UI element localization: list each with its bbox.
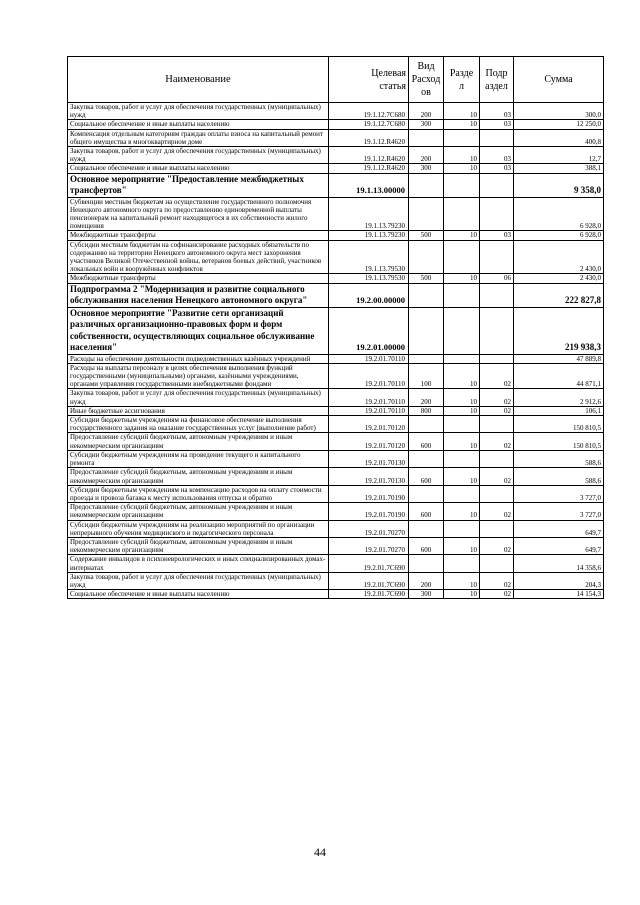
cell-subsection: 03	[480, 103, 514, 120]
table-row	[68, 590, 604, 599]
table-row	[68, 164, 604, 173]
cell-type: 500	[409, 231, 444, 240]
cell-type	[409, 197, 444, 231]
cell-type	[409, 240, 444, 274]
cell-type: 600	[409, 468, 444, 485]
cell-name: Предоставление субсидий бюджетным, автономным учреждениям и иным некоммерческим организациям	[68, 433, 329, 450]
cell-target: 19.2.01.7С690	[329, 590, 409, 599]
cell-name: Основное мероприятие "Развитие сети организаций различных организационно-правовых форм и форм собственности, осуществляющих социальное обслуживание населения"	[68, 307, 329, 354]
cell-target: 19.2.01.70110	[329, 354, 409, 363]
cell-sum: 3 727,0	[514, 503, 604, 520]
cell-subsection	[480, 173, 514, 197]
cell-target: 19.2.01.7С690	[329, 572, 409, 589]
cell-target: 19.2.01.70190	[329, 485, 409, 502]
cell-sum: 9 358,0	[514, 173, 604, 197]
cell-name: Содержание инвалидов в психоневрологических и иных специализированных домах-интернатах	[68, 555, 329, 572]
cell-section	[444, 555, 480, 572]
cell-subsection: 02	[480, 468, 514, 485]
cell-sum: 222 827,8	[514, 283, 604, 307]
cell-type: 300	[409, 590, 444, 599]
table-row	[68, 103, 604, 120]
cell-sum: 588,6	[514, 450, 604, 467]
cell-name: Субсидии бюджетным учреждениям на проведение текущего и капитального ремонта	[68, 450, 329, 467]
cell-section: 10	[444, 537, 480, 554]
cell-target: 19.1.13.79530	[329, 240, 409, 274]
cell-section: 10	[444, 274, 480, 283]
cell-target: 19.1.12.R4620	[329, 164, 409, 173]
cell-name: Предоставление субсидий бюджетным, автономным учреждениям и иным некоммерческим организациям	[68, 503, 329, 520]
table-row	[68, 197, 604, 231]
cell-target: 19.1.12.R4620	[329, 147, 409, 164]
cell-name: Субсидии бюджетным учреждениям на финансовое обеспечение выполнения государственного задания на оказание государственных услуг (выполнение работ)	[68, 416, 329, 433]
cell-subsection: 02	[480, 537, 514, 554]
cell-sum: 150 810,5	[514, 433, 604, 450]
cell-sum: 204,3	[514, 572, 604, 589]
cell-target: 19.2.01.70130	[329, 468, 409, 485]
cell-section: 10	[444, 433, 480, 450]
cell-type: 200	[409, 103, 444, 120]
table-row	[68, 129, 604, 146]
cell-sum: 649,7	[514, 537, 604, 554]
header-row	[68, 57, 604, 103]
cell-target: 19.2.01.70110	[329, 406, 409, 415]
cell-target: 19.2.01.70270	[329, 520, 409, 537]
cell-subsection: 02	[480, 363, 514, 389]
table-row	[68, 354, 604, 363]
cell-name: Закупка товаров, работ и услуг для обеспечения государственных (муниципальных) нужд	[68, 572, 329, 589]
cell-type	[409, 173, 444, 197]
cell-name: Основное мероприятие "Предоставление межбюджетных трансфертов"	[68, 173, 329, 197]
cell-section	[444, 197, 480, 231]
header-name: Наименование	[68, 57, 329, 103]
cell-subsection: 03	[480, 147, 514, 164]
cell-section	[444, 240, 480, 274]
cell-target: 19.2.01.70120	[329, 433, 409, 450]
cell-target: 19.1.12.R4620	[329, 129, 409, 146]
cell-target: 19.1.13.00000	[329, 173, 409, 197]
cell-sum: 2 912,6	[514, 389, 604, 406]
cell-subsection	[480, 555, 514, 572]
cell-section: 10	[444, 363, 480, 389]
cell-sum: 2 430,0	[514, 274, 604, 283]
cell-type: 600	[409, 503, 444, 520]
cell-type: 600	[409, 433, 444, 450]
cell-subsection	[480, 129, 514, 146]
table-row	[68, 240, 604, 274]
cell-sum: 300,0	[514, 103, 604, 120]
cell-subsection	[480, 283, 514, 307]
table-row	[68, 274, 604, 283]
cell-sum: 6 928,0	[514, 231, 604, 240]
cell-subsection: 03	[480, 120, 514, 129]
cell-sum: 588,6	[514, 468, 604, 485]
cell-target: 19.2.01.70110	[329, 389, 409, 406]
cell-subsection: 02	[480, 389, 514, 406]
table-row	[68, 147, 604, 164]
cell-target: 19.2.01.70270	[329, 537, 409, 554]
page-number: 44	[314, 845, 326, 859]
cell-target: 19.1.12.7С680	[329, 120, 409, 129]
cell-section	[444, 129, 480, 146]
cell-sum: 12,7	[514, 147, 604, 164]
cell-type	[409, 450, 444, 467]
cell-sum: 47 889,8	[514, 354, 604, 363]
cell-name: Субвенции местным бюджетам на осуществление государственного полномочия Ненецкого автономного округа по предоставлению единовременной выплаты пенсионерам на капитальный ремонт находящегося в их собственности жилого помещения	[68, 197, 329, 231]
cell-section: 10	[444, 164, 480, 173]
cell-name: Подпрограмма 2 "Модернизация и развитие социального обслуживания населения Ненецкого автономного округа"	[68, 283, 329, 307]
cell-section: 10	[444, 572, 480, 589]
cell-target: 19.2.01.00000	[329, 307, 409, 354]
cell-sum: 14 154,3	[514, 590, 604, 599]
cell-sum: 12 250,0	[514, 120, 604, 129]
cell-sum: 14 358,6	[514, 555, 604, 572]
cell-subsection: 02	[480, 572, 514, 589]
cell-name: Субсидии бюджетным учреждениям на реализацию мероприятий по организации непрерывного обучения медицинского и педагогического персонала	[68, 520, 329, 537]
cell-subsection	[480, 354, 514, 363]
cell-subsection	[480, 240, 514, 274]
cell-name: Субсидии местным бюджетам на софинансирование расходных обязательств по содержанию на территории Ненецкого автономного округа мест захоронения участников Великой Отечественной войны, ветеранов боевых действий, участников локальных войн и вооружённых конфликтов	[68, 240, 329, 274]
cell-target: 19.2.00.00000	[329, 283, 409, 307]
cell-section	[444, 485, 480, 502]
cell-type: 200	[409, 572, 444, 589]
cell-subsection	[480, 520, 514, 537]
cell-subsection: 03	[480, 231, 514, 240]
cell-type: 100	[409, 363, 444, 389]
cell-subsection	[480, 450, 514, 467]
table-row	[68, 468, 604, 485]
table-row	[68, 572, 604, 589]
cell-name: Закупка товаров, работ и услуг для обеспечения государственных (муниципальных) нужд	[68, 389, 329, 406]
cell-type	[409, 283, 444, 307]
table-row	[68, 485, 604, 502]
cell-subsection: 02	[480, 406, 514, 415]
cell-name: Предоставление субсидий бюджетным, автономным учреждениям и иным некоммерческим организациям	[68, 537, 329, 554]
cell-type: 600	[409, 537, 444, 554]
header-target: Целевая статья	[329, 57, 409, 103]
cell-sum: 2 430,0	[514, 240, 604, 274]
cell-sum: 219 938,3	[514, 307, 604, 354]
cell-name: Субсидии бюджетным учреждениям на компенсацию расходов на оплату стоимости проезда и провоза багажа к месту использования отпуска и обратно	[68, 485, 329, 502]
cell-name: Иные бюджетные ассигнования	[68, 406, 329, 415]
cell-section	[444, 450, 480, 467]
table-row	[68, 555, 604, 572]
cell-name: Компенсация отдельным категориям граждан оплаты взноса на капитальный ремонт общего имущества в многоквартирном доме	[68, 129, 329, 146]
cell-name: Социальное обеспечение и иные выплаты населению	[68, 590, 329, 599]
cell-name: Расходы на обеспечение деятельности подведомственных казённых учреждений	[68, 354, 329, 363]
cell-section: 10	[444, 590, 480, 599]
table-row	[68, 520, 604, 537]
table-row	[68, 433, 604, 450]
table-row	[68, 406, 604, 415]
cell-section: 10	[444, 468, 480, 485]
cell-subsection	[480, 197, 514, 231]
cell-sum: 388,1	[514, 164, 604, 173]
cell-name: Закупка товаров, работ и услуг для обеспечения государственных (муниципальных) нужд	[68, 103, 329, 120]
cell-section	[444, 283, 480, 307]
table-row	[68, 537, 604, 554]
cell-type: 500	[409, 274, 444, 283]
cell-target: 19.2.01.70110	[329, 363, 409, 389]
budget-table-container	[67, 56, 604, 599]
cell-type: 200	[409, 147, 444, 164]
budget-table	[67, 56, 604, 599]
cell-sum: 6 928,0	[514, 197, 604, 231]
cell-section: 10	[444, 103, 480, 120]
cell-subsection: 02	[480, 433, 514, 450]
cell-sum: 150 810,5	[514, 416, 604, 433]
cell-subsection	[480, 485, 514, 502]
table-row	[68, 307, 604, 354]
cell-sum: 649,7	[514, 520, 604, 537]
header-sum: Сумма	[514, 57, 604, 103]
cell-section: 10	[444, 120, 480, 129]
cell-section: 10	[444, 231, 480, 240]
cell-section	[444, 307, 480, 354]
cell-target: 19.1.12.7С680	[329, 103, 409, 120]
cell-name: Социальное обеспечение и иные выплаты населению	[68, 164, 329, 173]
cell-type	[409, 354, 444, 363]
cell-name: Расходы на выплаты персоналу в целях обеспечения выполнения функций государственными (муниципальными) органами, казёнными учреждениями, органами управления государственными внебюджетными фондами	[68, 363, 329, 389]
header-type: Вид Расход ов	[409, 57, 444, 103]
cell-type	[409, 485, 444, 502]
cell-subsection	[480, 416, 514, 433]
cell-section	[444, 416, 480, 433]
cell-subsection: 02	[480, 503, 514, 520]
cell-name: Социальное обеспечение и иные выплаты населению	[68, 120, 329, 129]
table-row	[68, 283, 604, 307]
cell-name: Предоставление субсидий бюджетным, автономным учреждениям и иным некоммерческим организациям	[68, 468, 329, 485]
cell-type: 200	[409, 389, 444, 406]
cell-name: Закупка товаров, работ и услуг для обеспечения государственных (муниципальных) нужд	[68, 147, 329, 164]
cell-target: 19.1.13.79230	[329, 231, 409, 240]
cell-target: 19.1.13.79530	[329, 274, 409, 283]
table-row	[68, 173, 604, 197]
table-row	[68, 389, 604, 406]
cell-target: 19.2.01.7С690	[329, 555, 409, 572]
cell-section: 10	[444, 147, 480, 164]
table-row	[68, 363, 604, 389]
cell-type	[409, 129, 444, 146]
cell-subsection: 03	[480, 164, 514, 173]
cell-type: 300	[409, 120, 444, 129]
cell-target: 19.2.01.70120	[329, 416, 409, 433]
cell-type	[409, 416, 444, 433]
cell-sum: 44 871,1	[514, 363, 604, 389]
cell-target: 19.1.13.79230	[329, 197, 409, 231]
table-row	[68, 231, 604, 240]
cell-section: 10	[444, 406, 480, 415]
cell-subsection	[480, 307, 514, 354]
cell-section	[444, 354, 480, 363]
cell-target: 19.2.01.70130	[329, 450, 409, 467]
table-row	[68, 503, 604, 520]
cell-sum: 3 727,0	[514, 485, 604, 502]
header-section: Разде л	[444, 57, 480, 103]
cell-sum: 400,8	[514, 129, 604, 146]
cell-section: 10	[444, 389, 480, 406]
cell-type	[409, 307, 444, 354]
cell-section	[444, 173, 480, 197]
header-subsection: Подр аздел	[480, 57, 514, 103]
cell-sum: 106,1	[514, 406, 604, 415]
cell-type	[409, 555, 444, 572]
table-row	[68, 120, 604, 129]
cell-type	[409, 520, 444, 537]
cell-subsection: 02	[480, 590, 514, 599]
cell-section: 10	[444, 503, 480, 520]
table-body	[68, 103, 604, 599]
cell-section	[444, 520, 480, 537]
cell-type: 800	[409, 406, 444, 415]
cell-type: 300	[409, 164, 444, 173]
cell-subsection: 06	[480, 274, 514, 283]
table-row	[68, 450, 604, 467]
table-row	[68, 416, 604, 433]
cell-name: Межбюджетные трансферты	[68, 231, 329, 240]
cell-name: Межбюджетные трансферты	[68, 274, 329, 283]
cell-target: 19.2.01.70190	[329, 503, 409, 520]
